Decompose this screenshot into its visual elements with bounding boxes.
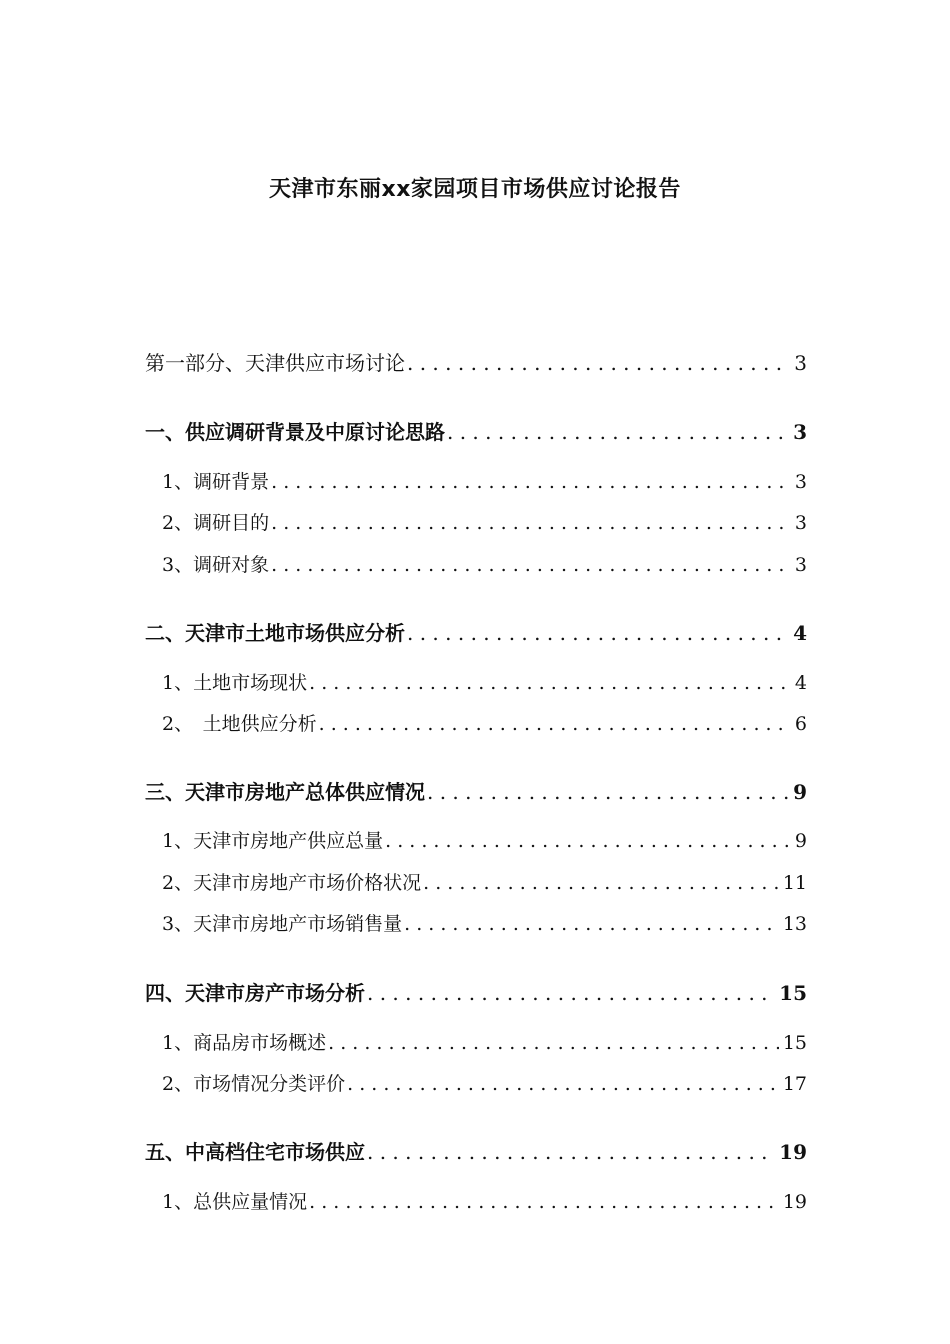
toc-label — [162, 709, 317, 736]
toc-leader-dots — [367, 1140, 775, 1164]
toc-label: 三、天津市房地产总体供应情况 — [145, 780, 425, 804]
toc-entry-sec4[interactable] — [145, 977, 807, 1006]
toc-item-number: 1 — [162, 1191, 175, 1213]
toc-label — [162, 668, 307, 695]
toc-item-text: 、调研目的 — [174, 512, 270, 534]
toc-leader-dots — [407, 351, 790, 375]
toc-label: 第一部分、天津供应市场讨论 — [145, 351, 405, 375]
toc-entry-sec1-item3[interactable] — [145, 550, 807, 577]
toc-entry-sec4-item2[interactable] — [145, 1069, 807, 1096]
toc-label — [162, 868, 421, 895]
toc-page-number: 3 — [793, 420, 807, 444]
toc-label — [162, 1028, 326, 1055]
toc-label — [162, 508, 269, 535]
toc-entry-sec2-item1[interactable] — [145, 668, 807, 695]
toc-entry-sec1[interactable] — [145, 416, 807, 445]
toc-item-text: 、天津市房地产供应总量 — [174, 830, 384, 852]
toc-page-number: 15 — [782, 1032, 807, 1054]
toc-page-number: 9 — [793, 780, 807, 804]
toc-item-text: 、土地市场现状 — [174, 672, 308, 694]
toc-entry-sec3-item1[interactable] — [145, 826, 807, 853]
toc-label — [162, 1069, 345, 1096]
toc-entry-sec2[interactable] — [145, 617, 807, 646]
toc-label: 五、中高档住宅市场供应 — [145, 1140, 365, 1164]
toc-item-number: 1 — [162, 672, 175, 694]
toc-leader-dots — [407, 621, 789, 645]
toc-item-text: 、市场情况分类评价 — [174, 1073, 346, 1095]
toc-leader-dots — [367, 981, 775, 1005]
toc-label: 一、供应调研背景及中原讨论思路 — [145, 420, 445, 444]
toc-entry-sec5-item1[interactable] — [145, 1187, 807, 1214]
toc-leader-dots — [427, 780, 789, 804]
toc-label — [162, 467, 269, 494]
toc-item-number: 2 — [162, 512, 175, 534]
toc-entry-sec3[interactable] — [145, 776, 807, 805]
toc-page-number: 13 — [782, 913, 807, 935]
toc-leader-dots — [309, 1191, 779, 1213]
toc-label: 四、天津市房产市场分析 — [145, 981, 365, 1005]
toc-entry-sec1-item2[interactable] — [145, 508, 807, 535]
toc-entry-sec5[interactable] — [145, 1136, 807, 1165]
toc-page-number: 3 — [794, 351, 807, 375]
toc-label — [162, 826, 383, 853]
toc-page-number: 11 — [782, 872, 807, 894]
toc-item-number: 1 — [162, 471, 175, 493]
toc-label: 二、天津市土地市场供应分析 — [145, 621, 405, 645]
toc-item-number: 3 — [162, 913, 175, 935]
toc-label — [162, 1187, 307, 1214]
toc-leader-dots — [404, 913, 779, 935]
toc-page-number: 15 — [779, 981, 807, 1005]
toc-entry-sec3-item2[interactable] — [145, 868, 807, 895]
toc-entry-sec2-item2[interactable] — [145, 709, 807, 736]
toc-item-text: 、总供应量情况 — [174, 1191, 308, 1213]
toc-leader-dots — [385, 830, 791, 852]
toc-item-number: 1 — [162, 1032, 175, 1054]
toc-page-number: 19 — [782, 1191, 807, 1213]
toc-entry-sec1-item1[interactable] — [145, 467, 807, 494]
toc-page-number: 6 — [794, 713, 807, 735]
toc-page-number: 3 — [794, 512, 807, 534]
toc-entry-part1[interactable] — [145, 347, 807, 376]
toc-page-number: 4 — [793, 621, 807, 645]
toc-label — [162, 550, 269, 577]
toc-item-text: 、天津市房地产市场价格状况 — [174, 872, 422, 894]
toc-page-number: 3 — [794, 471, 807, 493]
toc-leader-dots — [328, 1032, 779, 1054]
toc-entry-sec3-item3[interactable] — [145, 909, 807, 936]
toc-leader-dots — [309, 672, 791, 694]
toc-item-text: 、天津市房地产市场销售量 — [174, 913, 403, 935]
toc-entry-sec4-item1[interactable] — [145, 1028, 807, 1055]
toc-item-number: 3 — [162, 554, 175, 576]
toc-item-text: 、调研背景 — [174, 471, 270, 493]
toc-leader-dots — [271, 554, 791, 576]
toc-item-number: 1 — [162, 830, 175, 852]
toc-leader-dots — [447, 420, 789, 444]
toc-page-number: 4 — [794, 672, 807, 694]
toc-item-number: 2 — [162, 872, 175, 894]
toc-item-text: 、调研对象 — [174, 554, 270, 576]
toc-leader-dots — [271, 471, 791, 493]
toc-page-number: 9 — [794, 830, 807, 852]
toc-leader-dots — [347, 1073, 779, 1095]
toc-page-number: 3 — [794, 554, 807, 576]
toc-item-number: 2 — [162, 713, 175, 735]
toc-leader-dots — [423, 872, 779, 894]
toc-leader-dots — [319, 713, 791, 735]
toc-item-number: 2 — [162, 1073, 175, 1095]
toc-page-number: 17 — [782, 1073, 807, 1095]
toc-leader-dots — [271, 512, 791, 534]
toc-label — [162, 909, 402, 936]
toc-item-text: 、 土地供应分析 — [174, 713, 317, 735]
document-title: 天津市东丽xx家园项目市场供应讨论报告 — [269, 177, 681, 202]
toc-page-number: 19 — [779, 1140, 807, 1164]
toc-item-text: 、商品房市场概述 — [174, 1032, 327, 1054]
